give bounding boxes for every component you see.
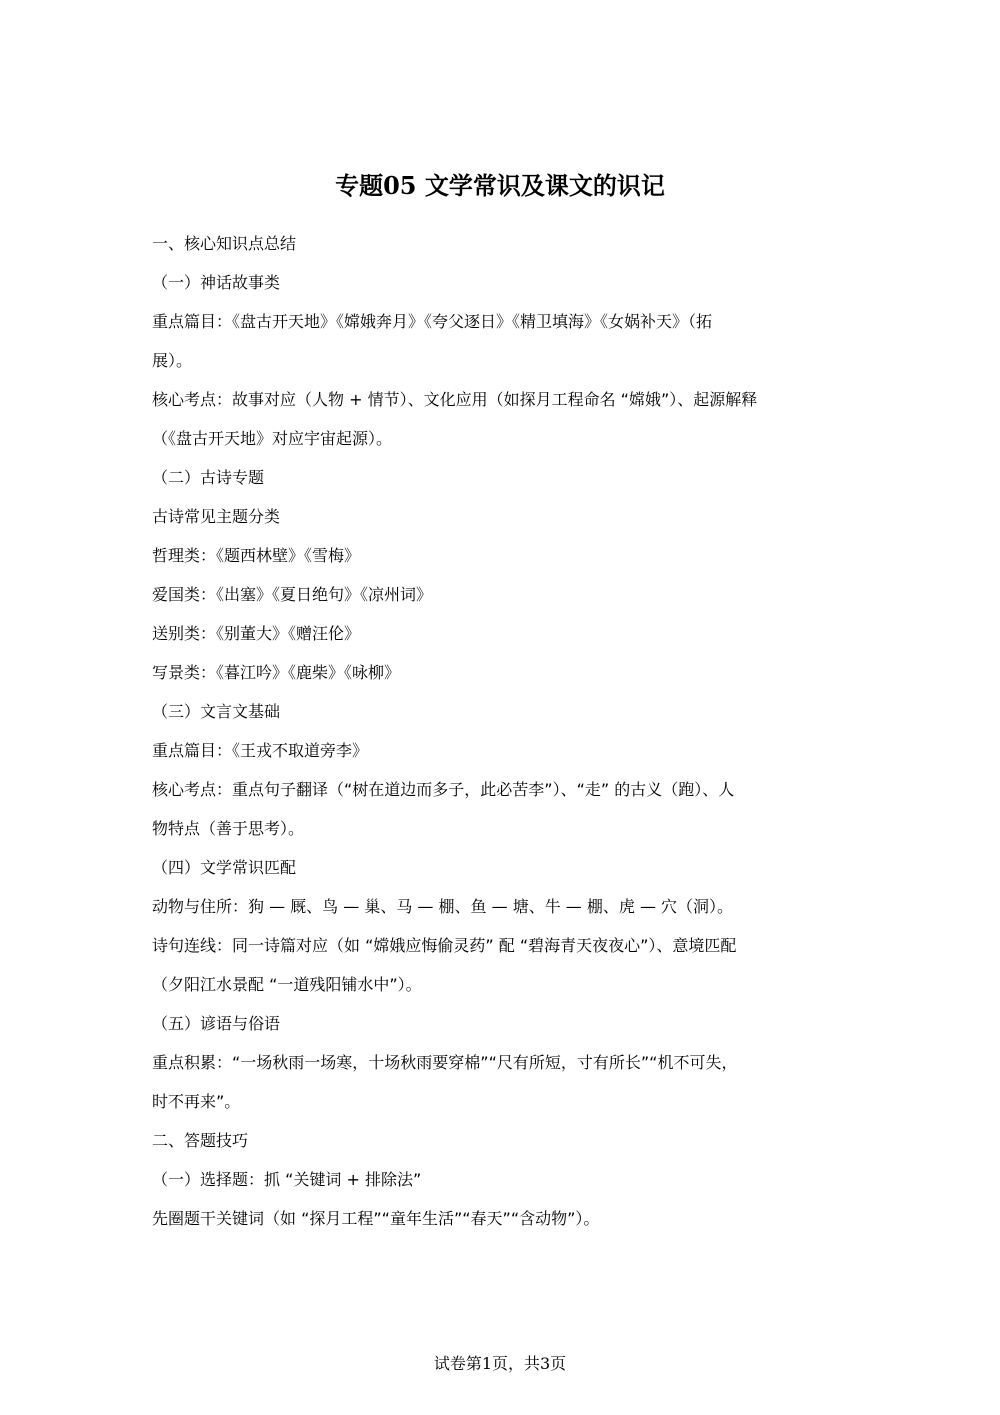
subheading-proverbs: （五）谚语与俗语 (152, 1014, 281, 1033)
paragraph-line: 物特点（善于思考）。 (152, 819, 305, 838)
paragraph-line: 核心考点：重点句子翻译（“树在道边而多子，此必苦李”）、“走” 的古义（跑）、人 (152, 780, 735, 799)
subheading-myths: （一）神话故事类 (152, 273, 281, 292)
paragraph-line: 时不再来”。 (152, 1092, 241, 1111)
heading-answer-tips: 二、答题技巧 (152, 1131, 249, 1150)
paragraph-line: 核心考点：故事对应（人物 + 情节）、文化应用（如探月工程命名 “嫦娥”）、起源解释 (152, 390, 758, 409)
paragraph-line: 展）。 (152, 351, 193, 370)
document-body (152, 224, 852, 1238)
page-footer: 试卷第1页，共3页 (433, 1354, 567, 1373)
paragraph-line: 诗句连线：同一诗篇对应（如 “嫦娥应悔偷灵药” 配 “碧海青天夜夜心”）、意境匹配 (152, 936, 737, 955)
paragraph-line: 古诗常见主题分类 (152, 507, 281, 526)
paragraph-line: 重点篇目：《王戎不取道旁李》 (152, 741, 369, 760)
paragraph-line: 重点篇目：《盘古开天地》《嫦娥奔月》《夸父逐日》《精卫填海》《女娲补天》（拓 (152, 312, 713, 331)
subheading-literary-matching: （四）文学常识匹配 (152, 858, 297, 877)
paragraph-line: （《盘古开天地》对应宇宙起源）。 (152, 429, 393, 448)
paragraph-line: 哲理类：《题西林壁》《雪梅》 (152, 546, 361, 565)
paragraph-line: 写景类：《暮江吟》《鹿柴》《咏柳》 (152, 663, 401, 682)
subheading-classical-chinese: （三）文言文基础 (152, 702, 281, 721)
heading-core-knowledge: 一、核心知识点总结 (152, 234, 297, 253)
paragraph-line: 动物与住所：狗 — 厩、鸟 — 巢、马 — 棚、鱼 — 塘、牛 — 棚、虎 — 穴（洞）。 (152, 897, 734, 916)
paragraph-line: （夕阳江水景配 “一道残阳铺水中”）。 (152, 975, 422, 994)
paragraph-line: 送别类：《别董大》《赠汪伦》 (152, 624, 361, 643)
document-title: 专题05 文学常识及课文的识记 (335, 171, 665, 200)
paragraph-line: 爱国类：《出塞》《夏日绝句》《凉州词》 (152, 585, 433, 604)
subheading-multiple-choice: （一）选择题：抓 “关键词 + 排除法” (152, 1170, 422, 1189)
paragraph-line: 重点积累：“一场秋雨一场寒，十场秋雨要穿棉”“尺有所短，寸有所长”“机不可失， (152, 1053, 738, 1072)
paragraph-line: 先圈题干关键词（如 “探月工程”“童年生活”“春天”“含动物”）。 (152, 1209, 600, 1228)
subheading-ancient-poems: （二）古诗专题 (152, 468, 265, 487)
